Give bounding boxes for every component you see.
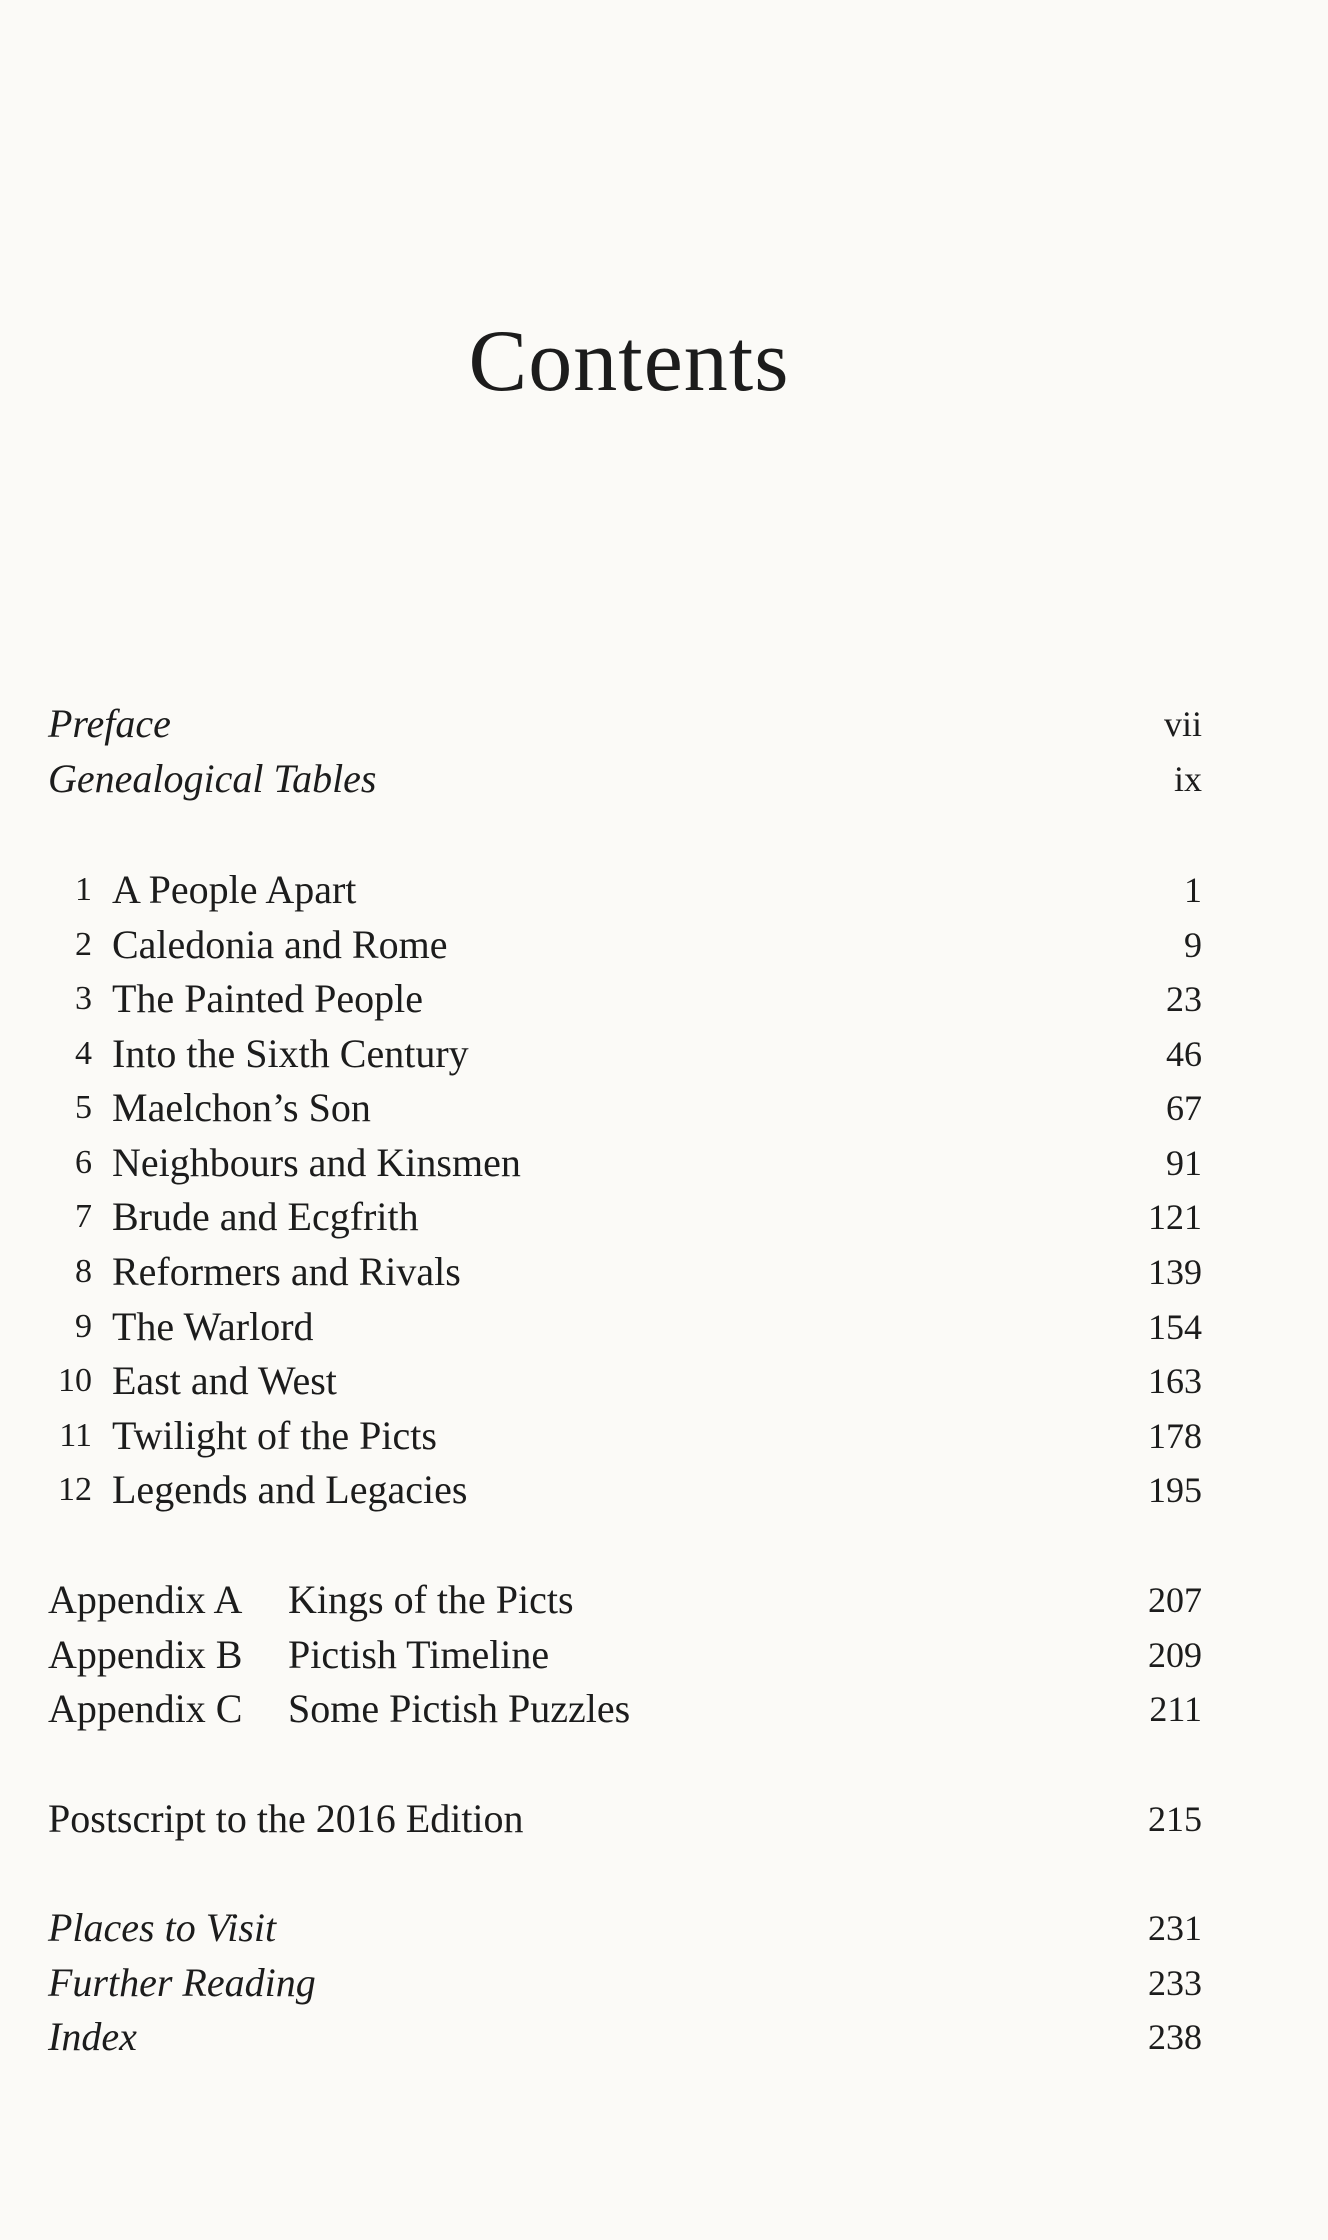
appendix-title: Pictish Timeline [288, 1632, 550, 1677]
entry-page-number: 211 [1149, 1689, 1202, 1729]
toc-chapter-row [48, 1353, 1202, 1409]
toc-chapter-row [48, 971, 1202, 1027]
toc-entry-index [48, 2009, 1202, 2065]
entry-page-number: 121 [1148, 1197, 1202, 1237]
chapter-title: Twilight of the Picts [112, 1413, 437, 1458]
toc-chapter-row [48, 1244, 1202, 1300]
toc-appendix-row [48, 1572, 1202, 1628]
chapter-title: Brude and Ecgfrith [112, 1194, 419, 1239]
appendix-title: Kings of the Picts [288, 1577, 574, 1622]
entry-page-number: 67 [1166, 1088, 1202, 1128]
chapter-number: 3 [75, 980, 92, 1017]
entry-title: Postscript to the 2016 Edition [48, 1796, 524, 1841]
entry-page-number: 231 [1148, 1908, 1202, 1948]
entry-page-number: 195 [1148, 1470, 1202, 1510]
toc-chapter-row [48, 1026, 1202, 1082]
toc-entry-preface [48, 696, 1202, 752]
entry-page-number: 91 [1166, 1143, 1202, 1183]
chapter-title: Into the Sixth Century [112, 1031, 469, 1076]
page-title: Contents [468, 313, 790, 410]
entry-page-number: 46 [1166, 1034, 1202, 1074]
toc-chapter-row [48, 1408, 1202, 1464]
chapter-title: Legends and Legacies [112, 1467, 468, 1512]
chapter-title: The Painted People [112, 976, 424, 1021]
toc-chapter-row [48, 1299, 1202, 1355]
appendix-title: Some Pictish Puzzles [288, 1686, 631, 1731]
chapter-title: Maelchon’s Son [112, 1085, 371, 1130]
entry-page-number: 209 [1148, 1635, 1202, 1675]
entry-page-number: 178 [1148, 1416, 1202, 1456]
chapter-number: 10 [58, 1362, 92, 1399]
entry-page-number: 9 [1184, 925, 1202, 965]
toc-entry-genealogical-tables [48, 751, 1202, 807]
chapter-number: 6 [75, 1144, 92, 1181]
entry-page-number: 154 [1148, 1307, 1202, 1347]
chapter-title: East and West [112, 1358, 337, 1403]
entry-page-number: 1 [1184, 870, 1202, 910]
chapter-number: 9 [75, 1308, 92, 1345]
chapter-title: The Warlord [112, 1304, 314, 1349]
entry-title: Genealogical Tables [48, 756, 377, 801]
toc-entry-postscript [48, 1791, 1202, 1847]
chapter-number: 8 [75, 1253, 92, 1290]
entry-page-number: 233 [1148, 1963, 1202, 2003]
toc-appendix-row [48, 1627, 1202, 1683]
toc-chapter-row [48, 1189, 1202, 1245]
toc-chapter-row [48, 1135, 1202, 1191]
appendix-label: Appendix A [48, 1577, 243, 1622]
entry-title: Further Reading [48, 1960, 316, 2005]
toc-entry-places-to-visit [48, 1900, 1202, 1956]
toc-appendix-row [48, 1681, 1202, 1737]
chapter-title: A People Apart [112, 867, 357, 912]
toc-chapter-row [48, 862, 1202, 918]
chapter-number: 5 [75, 1089, 92, 1126]
chapter-number: 4 [75, 1035, 92, 1072]
entry-page-number: ix [1173, 759, 1202, 799]
entry-page-number: vii [1163, 704, 1202, 744]
entry-page-number: 207 [1148, 1580, 1202, 1620]
entry-title: Places to Visit [48, 1905, 277, 1950]
chapter-number: 11 [59, 1417, 92, 1454]
chapter-title: Reformers and Rivals [112, 1249, 461, 1294]
chapter-number: 12 [58, 1471, 92, 1508]
entry-page-number: 23 [1166, 979, 1202, 1019]
appendix-label: Appendix B [48, 1632, 243, 1677]
toc-chapter-row [48, 1462, 1202, 1518]
entry-page-number: 139 [1148, 1252, 1202, 1292]
chapter-number: 2 [75, 926, 92, 963]
entry-page-number: 238 [1148, 2017, 1202, 2057]
toc-chapter-row [48, 917, 1202, 973]
chapter-title: Caledonia and Rome [112, 922, 448, 967]
entry-title: Preface [48, 701, 171, 746]
toc-chapter-row [48, 1080, 1202, 1136]
chapter-title: Neighbours and Kinsmen [112, 1140, 521, 1185]
chapter-number: 7 [75, 1198, 92, 1235]
toc-entry-further-reading [48, 1955, 1202, 2011]
entry-page-number: 163 [1148, 1361, 1202, 1401]
appendix-label: Appendix C [48, 1686, 243, 1731]
chapter-number: 1 [75, 871, 92, 908]
entry-page-number: 215 [1148, 1799, 1202, 1839]
entry-title: Index [48, 2014, 137, 2059]
